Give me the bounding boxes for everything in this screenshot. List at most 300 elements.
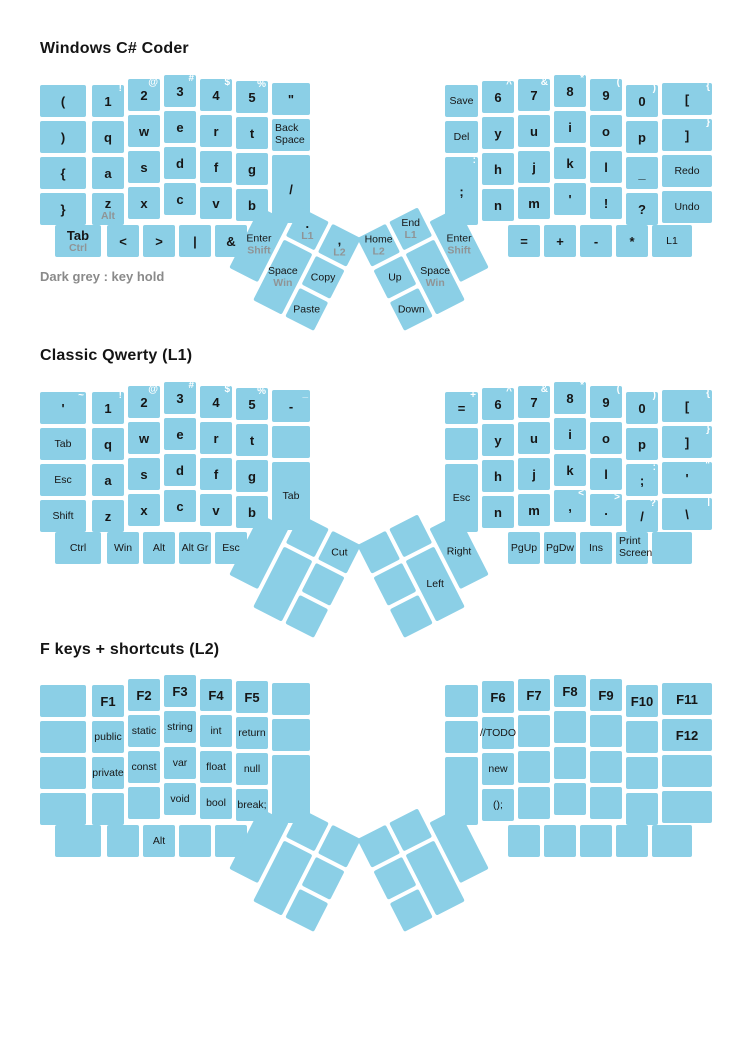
key-label: Save bbox=[449, 94, 474, 107]
key-alt-gr bbox=[179, 532, 211, 564]
key-label: 9 bbox=[602, 394, 610, 410]
key-y bbox=[482, 117, 514, 149]
key-g bbox=[236, 460, 268, 492]
key-l bbox=[590, 458, 622, 490]
key-label: float bbox=[206, 760, 226, 773]
key-blank bbox=[272, 683, 310, 715]
key-blank bbox=[616, 225, 648, 257]
key-shift-legend: _ bbox=[302, 388, 308, 399]
key-label: j bbox=[532, 159, 536, 175]
key-bool bbox=[200, 787, 232, 819]
key-null bbox=[236, 753, 268, 785]
key-hold-label: Shift bbox=[447, 244, 471, 257]
key-i bbox=[554, 111, 586, 143]
key-shift-legend: $ bbox=[224, 384, 230, 395]
key-label: . bbox=[604, 502, 608, 518]
key-shift-legend: { bbox=[706, 81, 710, 92]
key-2 bbox=[128, 386, 160, 418]
key-blank bbox=[590, 787, 622, 819]
key-blank bbox=[626, 793, 658, 825]
key-label: 6 bbox=[494, 396, 502, 412]
key-label: 5 bbox=[248, 396, 256, 412]
key-shift-legend: ( bbox=[616, 384, 620, 395]
key-d bbox=[164, 454, 196, 486]
key-blank bbox=[554, 711, 586, 743]
key-blank bbox=[626, 721, 658, 753]
key-blank bbox=[285, 889, 328, 932]
key-x bbox=[128, 494, 160, 526]
key-blank bbox=[445, 428, 478, 460]
key-label: Alt Gr bbox=[181, 541, 209, 554]
key-v bbox=[200, 187, 232, 219]
key-esc bbox=[40, 464, 86, 496]
key-f4 bbox=[200, 679, 232, 711]
key-label: PgUp bbox=[510, 541, 538, 554]
key-label: F11 bbox=[676, 691, 698, 707]
key-label: f bbox=[213, 466, 219, 482]
key-blank bbox=[40, 392, 86, 424]
key-e bbox=[164, 418, 196, 450]
section-title-classic-qwerty: Classic Qwerty (L1) bbox=[40, 347, 193, 364]
key-label: var bbox=[172, 756, 188, 769]
key-f bbox=[200, 458, 232, 490]
key-label: void bbox=[170, 792, 190, 805]
key-k bbox=[554, 147, 586, 179]
key-blank bbox=[40, 157, 86, 189]
key-label: h bbox=[494, 468, 502, 484]
key-blank bbox=[590, 751, 622, 783]
key-label: Down bbox=[397, 303, 425, 316]
key-label: } bbox=[60, 201, 66, 217]
key-3 bbox=[164, 75, 196, 107]
key-p bbox=[626, 428, 658, 460]
key-label: ? bbox=[638, 201, 646, 217]
key-v bbox=[200, 494, 232, 526]
key-blank bbox=[518, 715, 550, 747]
key-label: static bbox=[131, 724, 157, 737]
key-blank bbox=[626, 464, 658, 496]
key-tab bbox=[40, 428, 86, 460]
key-label: t bbox=[249, 432, 255, 448]
key-y bbox=[482, 424, 514, 456]
key-label: x bbox=[140, 195, 148, 211]
key-label: bool bbox=[206, 796, 226, 809]
key-w bbox=[128, 115, 160, 147]
key-blank bbox=[40, 793, 86, 825]
key-label: v bbox=[212, 502, 220, 518]
key-p bbox=[626, 121, 658, 153]
key-n bbox=[482, 189, 514, 221]
key-blank bbox=[445, 392, 478, 424]
key-hold-label: L1 bbox=[301, 229, 314, 242]
key-label: k bbox=[566, 155, 574, 171]
key-label: s bbox=[140, 466, 148, 482]
key-blank bbox=[554, 783, 586, 815]
key-label: 0 bbox=[638, 93, 646, 109]
key-f12 bbox=[662, 719, 712, 751]
key-label: ] bbox=[684, 434, 690, 450]
key-f5 bbox=[236, 681, 268, 713]
key-label: q bbox=[104, 436, 112, 452]
key-o bbox=[590, 115, 622, 147]
key-blank bbox=[662, 498, 712, 530]
key-public bbox=[92, 721, 124, 753]
key-label: Esc bbox=[222, 541, 240, 554]
key-label: Redo bbox=[674, 164, 700, 177]
key-save bbox=[445, 85, 478, 117]
key-label: Tab bbox=[66, 227, 90, 243]
key-f1 bbox=[92, 685, 124, 717]
key-shift-legend: & bbox=[540, 77, 548, 88]
key-label: 7 bbox=[530, 394, 538, 410]
key-void bbox=[164, 783, 196, 815]
key-blank bbox=[554, 490, 586, 522]
key-blank bbox=[518, 787, 550, 819]
key-c bbox=[164, 183, 196, 215]
key-s bbox=[128, 458, 160, 490]
key-label: b bbox=[248, 504, 256, 520]
key-label: private bbox=[92, 766, 124, 779]
key-label: r bbox=[213, 123, 219, 139]
key-label: a bbox=[104, 165, 112, 181]
key-blank bbox=[40, 721, 86, 753]
key-shift-legend: < bbox=[578, 488, 584, 499]
key-label: int bbox=[210, 724, 222, 737]
key-blank bbox=[445, 721, 478, 753]
key-hold-label: L1 bbox=[404, 228, 417, 241]
key-e bbox=[164, 111, 196, 143]
key-label: | bbox=[193, 233, 197, 249]
key-shift-legend: ! bbox=[118, 83, 122, 94]
key-i bbox=[554, 418, 586, 450]
key-label: w bbox=[138, 123, 150, 139]
key-blank bbox=[662, 119, 712, 151]
key-blank bbox=[272, 426, 310, 458]
key-z bbox=[92, 500, 124, 532]
key-r bbox=[200, 422, 232, 454]
key-label: End bbox=[401, 216, 421, 229]
key-hold-label: Ctrl bbox=[68, 241, 88, 254]
key-ins bbox=[580, 532, 612, 564]
key-label: 6 bbox=[494, 89, 502, 105]
key-f9 bbox=[590, 679, 622, 711]
key-label: * bbox=[629, 233, 635, 249]
key-label: 3 bbox=[176, 83, 184, 99]
key-label: d bbox=[176, 462, 184, 478]
key-shift-legend: } bbox=[706, 424, 710, 435]
key-shift-legend: * bbox=[580, 380, 584, 391]
key-blank bbox=[508, 825, 540, 857]
key-label: 1 bbox=[104, 93, 112, 109]
key-label: new bbox=[488, 762, 508, 775]
key-label: F12 bbox=[675, 727, 699, 743]
key-label: " bbox=[287, 91, 295, 107]
key-shift-legend: * bbox=[580, 73, 584, 84]
key-label: i bbox=[568, 119, 572, 135]
key-label: F5 bbox=[244, 689, 260, 705]
section-title-windows-csharp-coder: Windows C# Coder bbox=[40, 40, 189, 57]
key-label: g bbox=[248, 468, 256, 484]
key-label: Print Screen bbox=[619, 535, 653, 559]
key-shift-legend: ^ bbox=[506, 386, 512, 397]
key-r bbox=[200, 115, 232, 147]
key-label: & bbox=[226, 233, 236, 249]
key-blank bbox=[143, 225, 175, 257]
key-h bbox=[482, 153, 514, 185]
key-label: F4 bbox=[208, 687, 224, 703]
key-label: > bbox=[155, 233, 163, 249]
key-label: 2 bbox=[140, 87, 148, 103]
key-label: q bbox=[104, 129, 112, 145]
key-blank bbox=[272, 83, 310, 115]
key-label: z bbox=[104, 508, 112, 524]
key-blank bbox=[662, 791, 712, 823]
key-label: Alt bbox=[152, 541, 166, 554]
key-blank bbox=[662, 83, 712, 115]
key-hold-label: Shift bbox=[247, 244, 271, 257]
key-label: o bbox=[602, 430, 610, 446]
key-f8 bbox=[554, 675, 586, 707]
key-label: z bbox=[104, 195, 112, 211]
key-a bbox=[92, 157, 124, 189]
key-label: d bbox=[176, 155, 184, 171]
key-shift-legend: @ bbox=[148, 77, 158, 88]
key-label: s bbox=[140, 159, 148, 175]
key-label: Paste bbox=[293, 303, 321, 316]
key-shift-legend: % bbox=[257, 79, 266, 90]
key-blank bbox=[554, 183, 586, 215]
key-pgdw bbox=[544, 532, 576, 564]
key-label: o bbox=[602, 123, 610, 139]
key-label: , bbox=[337, 232, 342, 248]
key-shift-legend: } bbox=[706, 117, 710, 128]
key-hold-label: L2 bbox=[333, 246, 346, 259]
key-shift-legend: & bbox=[540, 384, 548, 395]
key-label: Cut bbox=[331, 546, 348, 559]
key-label: break; bbox=[237, 798, 267, 811]
key-f2 bbox=[128, 679, 160, 711]
key-label: y bbox=[494, 432, 502, 448]
key-blank bbox=[55, 825, 101, 857]
key-print-screen bbox=[616, 532, 653, 564]
key-blank bbox=[652, 532, 692, 564]
key-label: Home bbox=[364, 233, 393, 246]
key-f bbox=[200, 151, 232, 183]
key-label: 2 bbox=[140, 394, 148, 410]
key-c bbox=[164, 490, 196, 522]
key-label: Ins bbox=[588, 541, 603, 554]
key-label: ' bbox=[685, 470, 689, 486]
key-label: ( bbox=[60, 93, 66, 109]
key-label: 3 bbox=[176, 390, 184, 406]
key-label: Space bbox=[420, 265, 451, 278]
key-blank bbox=[40, 193, 86, 225]
key-label: 5 bbox=[248, 89, 256, 105]
key-label: Up bbox=[388, 271, 402, 284]
key-label: //TODO bbox=[480, 726, 516, 739]
key-var bbox=[164, 747, 196, 779]
key-label: Esc bbox=[54, 473, 72, 486]
key-blank bbox=[285, 595, 328, 638]
key-label: ] bbox=[684, 127, 690, 143]
key-blank bbox=[662, 755, 712, 787]
key-6 bbox=[482, 388, 514, 420]
key-label: i bbox=[568, 426, 572, 442]
key-label: Right bbox=[446, 545, 472, 558]
key-label: m bbox=[528, 502, 540, 518]
key-blank bbox=[40, 121, 86, 153]
key-label: 4 bbox=[212, 87, 220, 103]
key-const bbox=[128, 751, 160, 783]
key-6 bbox=[482, 81, 514, 113]
key-label: ' bbox=[568, 191, 572, 207]
key-shift-legend: ? bbox=[649, 498, 656, 509]
key-z bbox=[92, 193, 124, 225]
key-blank bbox=[544, 825, 576, 857]
key-label: string bbox=[167, 720, 193, 733]
key-hold-label: Alt bbox=[101, 209, 115, 222]
key-label: u bbox=[530, 430, 538, 446]
key-f3 bbox=[164, 675, 196, 707]
key-q bbox=[92, 428, 124, 460]
key-blank bbox=[518, 751, 550, 783]
key-blank bbox=[626, 757, 658, 789]
key-label: Del bbox=[453, 130, 470, 143]
key-hold-label: Win bbox=[425, 276, 445, 289]
key-label: < bbox=[119, 233, 127, 249]
key-redo bbox=[662, 155, 712, 187]
key-label: 0 bbox=[638, 400, 646, 416]
key-label: n bbox=[494, 197, 502, 213]
key-label: { bbox=[60, 165, 66, 181]
key-label: ) bbox=[60, 129, 66, 145]
key-label: public bbox=[94, 730, 122, 743]
key-blank bbox=[40, 685, 86, 717]
key-private bbox=[92, 757, 124, 789]
key-shift bbox=[40, 500, 86, 532]
key-hold-label: L2 bbox=[372, 244, 385, 257]
key-label: _ bbox=[638, 165, 646, 181]
key-u bbox=[518, 422, 550, 454]
key-q bbox=[92, 121, 124, 153]
key-label: b bbox=[248, 197, 256, 213]
key-label: \ bbox=[685, 506, 689, 522]
key-label: Enter bbox=[246, 232, 272, 245]
keyboard-1-left-thumb-cluster bbox=[221, 191, 361, 331]
key-label: / bbox=[640, 508, 644, 524]
key-blank bbox=[508, 225, 540, 257]
key-label: r bbox=[213, 430, 219, 446]
key-label: ; bbox=[639, 472, 645, 488]
key-return bbox=[236, 717, 268, 749]
key-int bbox=[200, 715, 232, 747]
key-k bbox=[554, 454, 586, 486]
key-shift-legend: @ bbox=[148, 384, 158, 395]
key-shift-legend: " bbox=[705, 460, 710, 471]
key-tab bbox=[55, 225, 101, 257]
key-paste bbox=[285, 288, 328, 331]
key-blank bbox=[616, 825, 648, 857]
key-u bbox=[518, 115, 550, 147]
key-shift-legend: # bbox=[188, 73, 194, 84]
keyboard-3-left-thumb-cluster bbox=[221, 792, 361, 932]
key-blank bbox=[580, 825, 612, 857]
key-blank bbox=[272, 390, 310, 422]
key-shift-legend: { bbox=[706, 388, 710, 399]
key-label: 7 bbox=[530, 87, 538, 103]
key-5 bbox=[236, 388, 268, 420]
key-alt bbox=[143, 825, 175, 857]
keyboard-2-left-thumb-cluster bbox=[221, 498, 361, 638]
key-label: e bbox=[176, 426, 184, 442]
key-label: . bbox=[305, 215, 310, 231]
key-7 bbox=[518, 79, 550, 111]
key-label: 8 bbox=[566, 83, 574, 99]
key-f7 bbox=[518, 679, 550, 711]
key-label: / bbox=[289, 181, 293, 197]
key-blank bbox=[554, 747, 586, 779]
key-label: ! bbox=[603, 195, 609, 211]
key-label: 8 bbox=[566, 390, 574, 406]
key-label: u bbox=[530, 123, 538, 139]
key-h bbox=[482, 460, 514, 492]
key-label: Tab bbox=[54, 437, 72, 450]
key-label: F6 bbox=[490, 689, 506, 705]
key-label: + bbox=[556, 233, 564, 249]
key-d bbox=[164, 147, 196, 179]
key-back-space bbox=[272, 119, 310, 151]
key-label: f bbox=[213, 159, 219, 175]
key-label: k bbox=[566, 462, 574, 478]
key-label: = bbox=[520, 233, 528, 249]
key-label: h bbox=[494, 161, 502, 177]
key-undo bbox=[662, 191, 712, 223]
key-blank bbox=[107, 825, 139, 857]
key-blank bbox=[107, 225, 139, 257]
key-label: Ctrl bbox=[69, 541, 87, 554]
key-label: m bbox=[528, 195, 540, 211]
key-2 bbox=[128, 79, 160, 111]
key-label: w bbox=[138, 430, 150, 446]
key-blank bbox=[662, 390, 712, 422]
key-0 bbox=[626, 392, 658, 424]
key-label: (); bbox=[493, 798, 503, 811]
key-label: return bbox=[238, 726, 266, 739]
key-s bbox=[128, 151, 160, 183]
key-l1 bbox=[652, 225, 692, 257]
key-label: 9 bbox=[602, 87, 610, 103]
legend-caption: Dark grey : key hold bbox=[40, 269, 165, 284]
key-w bbox=[128, 422, 160, 454]
key-shift-legend: ) bbox=[652, 390, 656, 401]
key-blank bbox=[40, 757, 86, 789]
key-label: F3 bbox=[172, 683, 188, 699]
key-7 bbox=[518, 386, 550, 418]
key-8 bbox=[554, 75, 586, 107]
key-label: Copy bbox=[310, 271, 336, 284]
key-label: F10 bbox=[630, 693, 654, 709]
key-blank bbox=[662, 462, 712, 494]
key-3 bbox=[164, 382, 196, 414]
key-label: e bbox=[176, 119, 184, 135]
key-0 bbox=[626, 85, 658, 117]
key-blank bbox=[40, 85, 86, 117]
key-label: F1 bbox=[100, 693, 116, 709]
key-label: p bbox=[638, 436, 646, 452]
key-label: L1 bbox=[666, 234, 678, 247]
key-f6 bbox=[482, 681, 514, 713]
key-shift-legend: ) bbox=[652, 83, 656, 94]
